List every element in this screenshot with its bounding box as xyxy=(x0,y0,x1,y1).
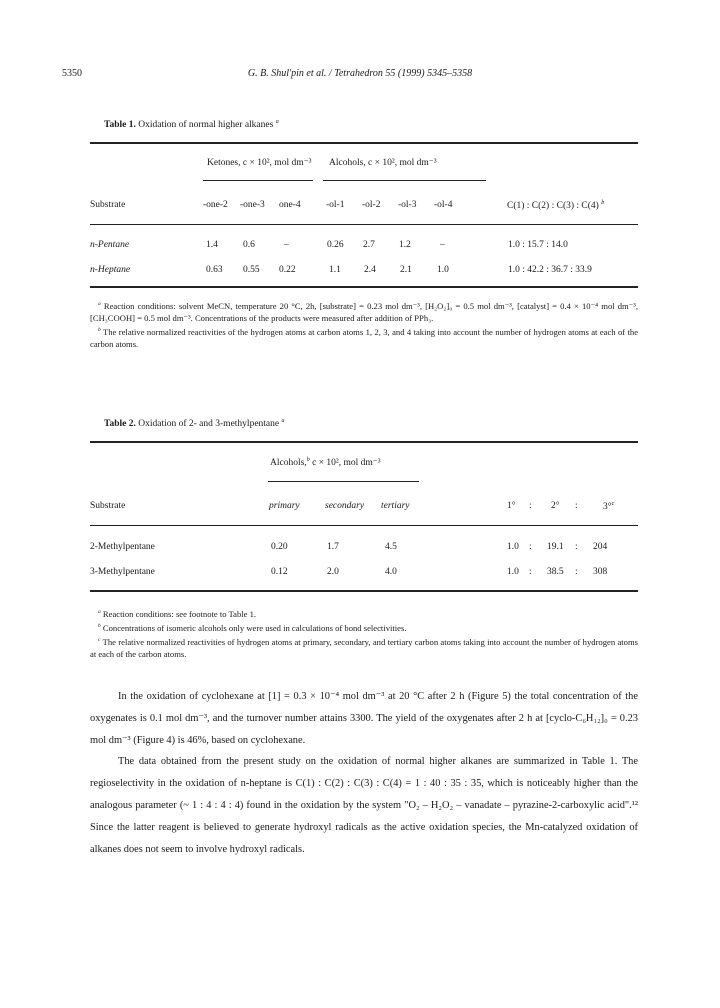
table1-top-rule xyxy=(90,142,638,144)
table2-ratio-cell: : xyxy=(575,567,578,577)
table2-ratio-cell: 19.1 xyxy=(547,542,564,552)
table1-footnotes: $^a$ Reaction conditions: solvent MeCN, temperature 20 °C, 2h, [substrate] = 0.23 mol dm⁻³, [H₂O₂]₀ = 0.5 mol dm⁻³, [catalyst] = 0.4 × 10⁻⁴ mol dm⁻³, [CH₃COOH] = 0.5 mol dm⁻³. Concentrations of the products were measured after addition of PPh₃. $^b$ The relative normalized reactivities of the hydrogen atoms at carbon atoms 1, 2, 3, and 4 taking into account the number of hydrogen atoms at each of the carbon atoms. xyxy=(90,300,639,349)
table1-cell: 1.0 xyxy=(437,265,449,275)
table2-ratio-sep: : xyxy=(529,501,532,511)
table1-group-ketones: Ketones, c × 10², mol dm⁻³ xyxy=(207,158,312,168)
table1-col-ol-2: -ol-2 xyxy=(362,200,381,210)
table1-cell: 0.6 xyxy=(243,240,255,250)
table1-cell: – xyxy=(284,240,289,250)
table2-head-rule xyxy=(90,525,638,526)
table1-group-alcohols: Alcohols, c × 10², mol dm⁻³ xyxy=(329,158,437,168)
table1-cell: 2.7 xyxy=(363,240,375,250)
table2-ratio-2: 2° xyxy=(551,501,560,511)
table1-col-one-3: -one-3 xyxy=(240,200,265,210)
paragraph: In the oxidation of cyclohexane at [1] = 0.3 × 10⁻⁴ mol dm⁻³ at 20 °C after 2 h (Figure 5) the total concentration of the oxygenates is 0.1 mol dm⁻³, and the turnover number attains 3300. The yield of the oxygenates after 2 h at [cyclo-C₆H₁₂]₀ = 0.23 mol dm⁻³ (Figure 4) is 46%, based on cyclohexane. xyxy=(90,691,638,746)
table2-col-secondary: secondary xyxy=(325,501,365,511)
table2-row-substrate: 3-Methylpentane xyxy=(90,567,155,577)
table1-row-substrate: n-Pentane xyxy=(90,240,130,250)
body-text xyxy=(90,686,638,860)
table1-cell: 0.55 xyxy=(243,265,260,275)
table2-ratio-cell: 204 xyxy=(593,542,608,552)
table1-col-ol-3: -ol-3 xyxy=(398,200,417,210)
table2-ratio-cell: : xyxy=(575,542,578,552)
table2-cell: 1.7 xyxy=(327,542,339,552)
table1-col-ol-1: -ol-1 xyxy=(326,200,345,210)
table2-footnotes: $^a$ Reaction conditions: see footnote to Table 1. $^b$ Concentrations of isomeric alcohols only were used in calculations of bond selectivities. $^c$ The relative normalized reactivities of hydrogen atoms at primary, secondary, and tertiary carbon atoms taking into account the number of hydrogen atoms at each of the carbon atoms. xyxy=(90,608,638,659)
table1-cell: 1.1 xyxy=(329,265,341,275)
table2-cell: 2.0 xyxy=(327,567,339,577)
table1-cell: 2.1 xyxy=(400,265,412,275)
table1-bottom-rule xyxy=(90,286,638,288)
table2-ratio-cell: 308 xyxy=(593,567,608,577)
table2-cell: 0.20 xyxy=(271,542,288,552)
table2-col-substrate: Substrate xyxy=(90,501,126,511)
page-number: 5350 xyxy=(62,68,82,79)
table2-ratio-1: 1° xyxy=(507,501,516,511)
table2-ratio-cell: 1.0 xyxy=(507,567,519,577)
table2-row-substrate: 2-Methylpentane xyxy=(90,542,155,552)
table2-cell: 4.5 xyxy=(385,542,397,552)
table1-caption: Table 1. Oxidation of normal higher alkanes $^a$ xyxy=(104,119,279,131)
table2-ratio-cell: : xyxy=(529,542,532,552)
table1-head-rule xyxy=(90,224,638,225)
table2-ratio-sep: : xyxy=(575,501,578,511)
table1-row-substrate: n-Heptane xyxy=(90,265,131,275)
table1-col-one-4: one-4 xyxy=(279,200,301,210)
table1-cell-ratio: 1.0 : 15.7 : 14.0 xyxy=(508,240,568,250)
table2-col-tertiary: tertiary xyxy=(381,501,410,511)
table1-col-ratio: C(1) : C(2) : C(3) : C(4) $^b$ xyxy=(507,200,605,212)
table1-ketones-rule xyxy=(203,180,313,181)
table2-bottom-rule xyxy=(90,590,638,592)
table2-top-rule xyxy=(90,441,638,443)
table2-ratio-cell: : xyxy=(529,567,532,577)
table1-col-substrate: Substrate xyxy=(90,200,126,210)
running-title: G. B. Shul'pin et al. / Tetrahedron 55 (1999) 5345–5358 xyxy=(247,68,473,79)
table2-group-alcohols: Alcohols,$^b$ c × 10², mol dm⁻³ xyxy=(270,457,381,469)
table1-cell: 0.26 xyxy=(327,240,344,250)
table2-col-primary: primary xyxy=(269,501,300,511)
table2-ratio-3: 3°$^c$ xyxy=(603,501,615,513)
table1-alcohols-rule xyxy=(323,180,486,181)
table1-col-one-2: -one-2 xyxy=(203,200,228,210)
table1-cell: 0.63 xyxy=(206,265,223,275)
table1-col-ol-4: -ol-4 xyxy=(434,200,453,210)
table2-cell: 0.12 xyxy=(271,567,288,577)
table1-cell: 2.4 xyxy=(364,265,376,275)
table2-alcohols-rule xyxy=(268,481,419,482)
table2-ratio-cell: 38.5 xyxy=(547,567,564,577)
table1-cell: 1.2 xyxy=(399,240,411,250)
table2-ratio-cell: 1.0 xyxy=(507,542,519,552)
table1-cell: 1.4 xyxy=(206,240,218,250)
table1-cell-ratio: 1.0 : 42.2 : 36.7 : 33.9 xyxy=(508,265,592,275)
table2-caption: Table 2. Oxidation of 2- and 3-methylpentane $^a$ xyxy=(104,418,285,430)
paragraph: The data obtained from the present study on the oxidation of normal higher alkanes are summarized in Table 1. The regioselectivity in the oxidation of n-heptane is C(1) : C(2) : C(3) : C(4) = 1 : 40 : 35 : 35, which is noticeably higher than the analogous parameter (~ 1 : 4 : 4 : 4) found in the oxidation by the system "O₂ – H₂O₂ – vanadate – pyrazine-2-carboxylic acid".¹² Since the latter reagent is believed to generate hydroxyl radicals as the active oxidation species, the Mn-catalyzed oxidation of alkanes does not seem to involve hydroxyl radicals. xyxy=(90,756,638,855)
table1-cell: – xyxy=(440,240,445,250)
table2-cell: 4.0 xyxy=(385,567,397,577)
table1-cell: 0.22 xyxy=(279,265,296,275)
